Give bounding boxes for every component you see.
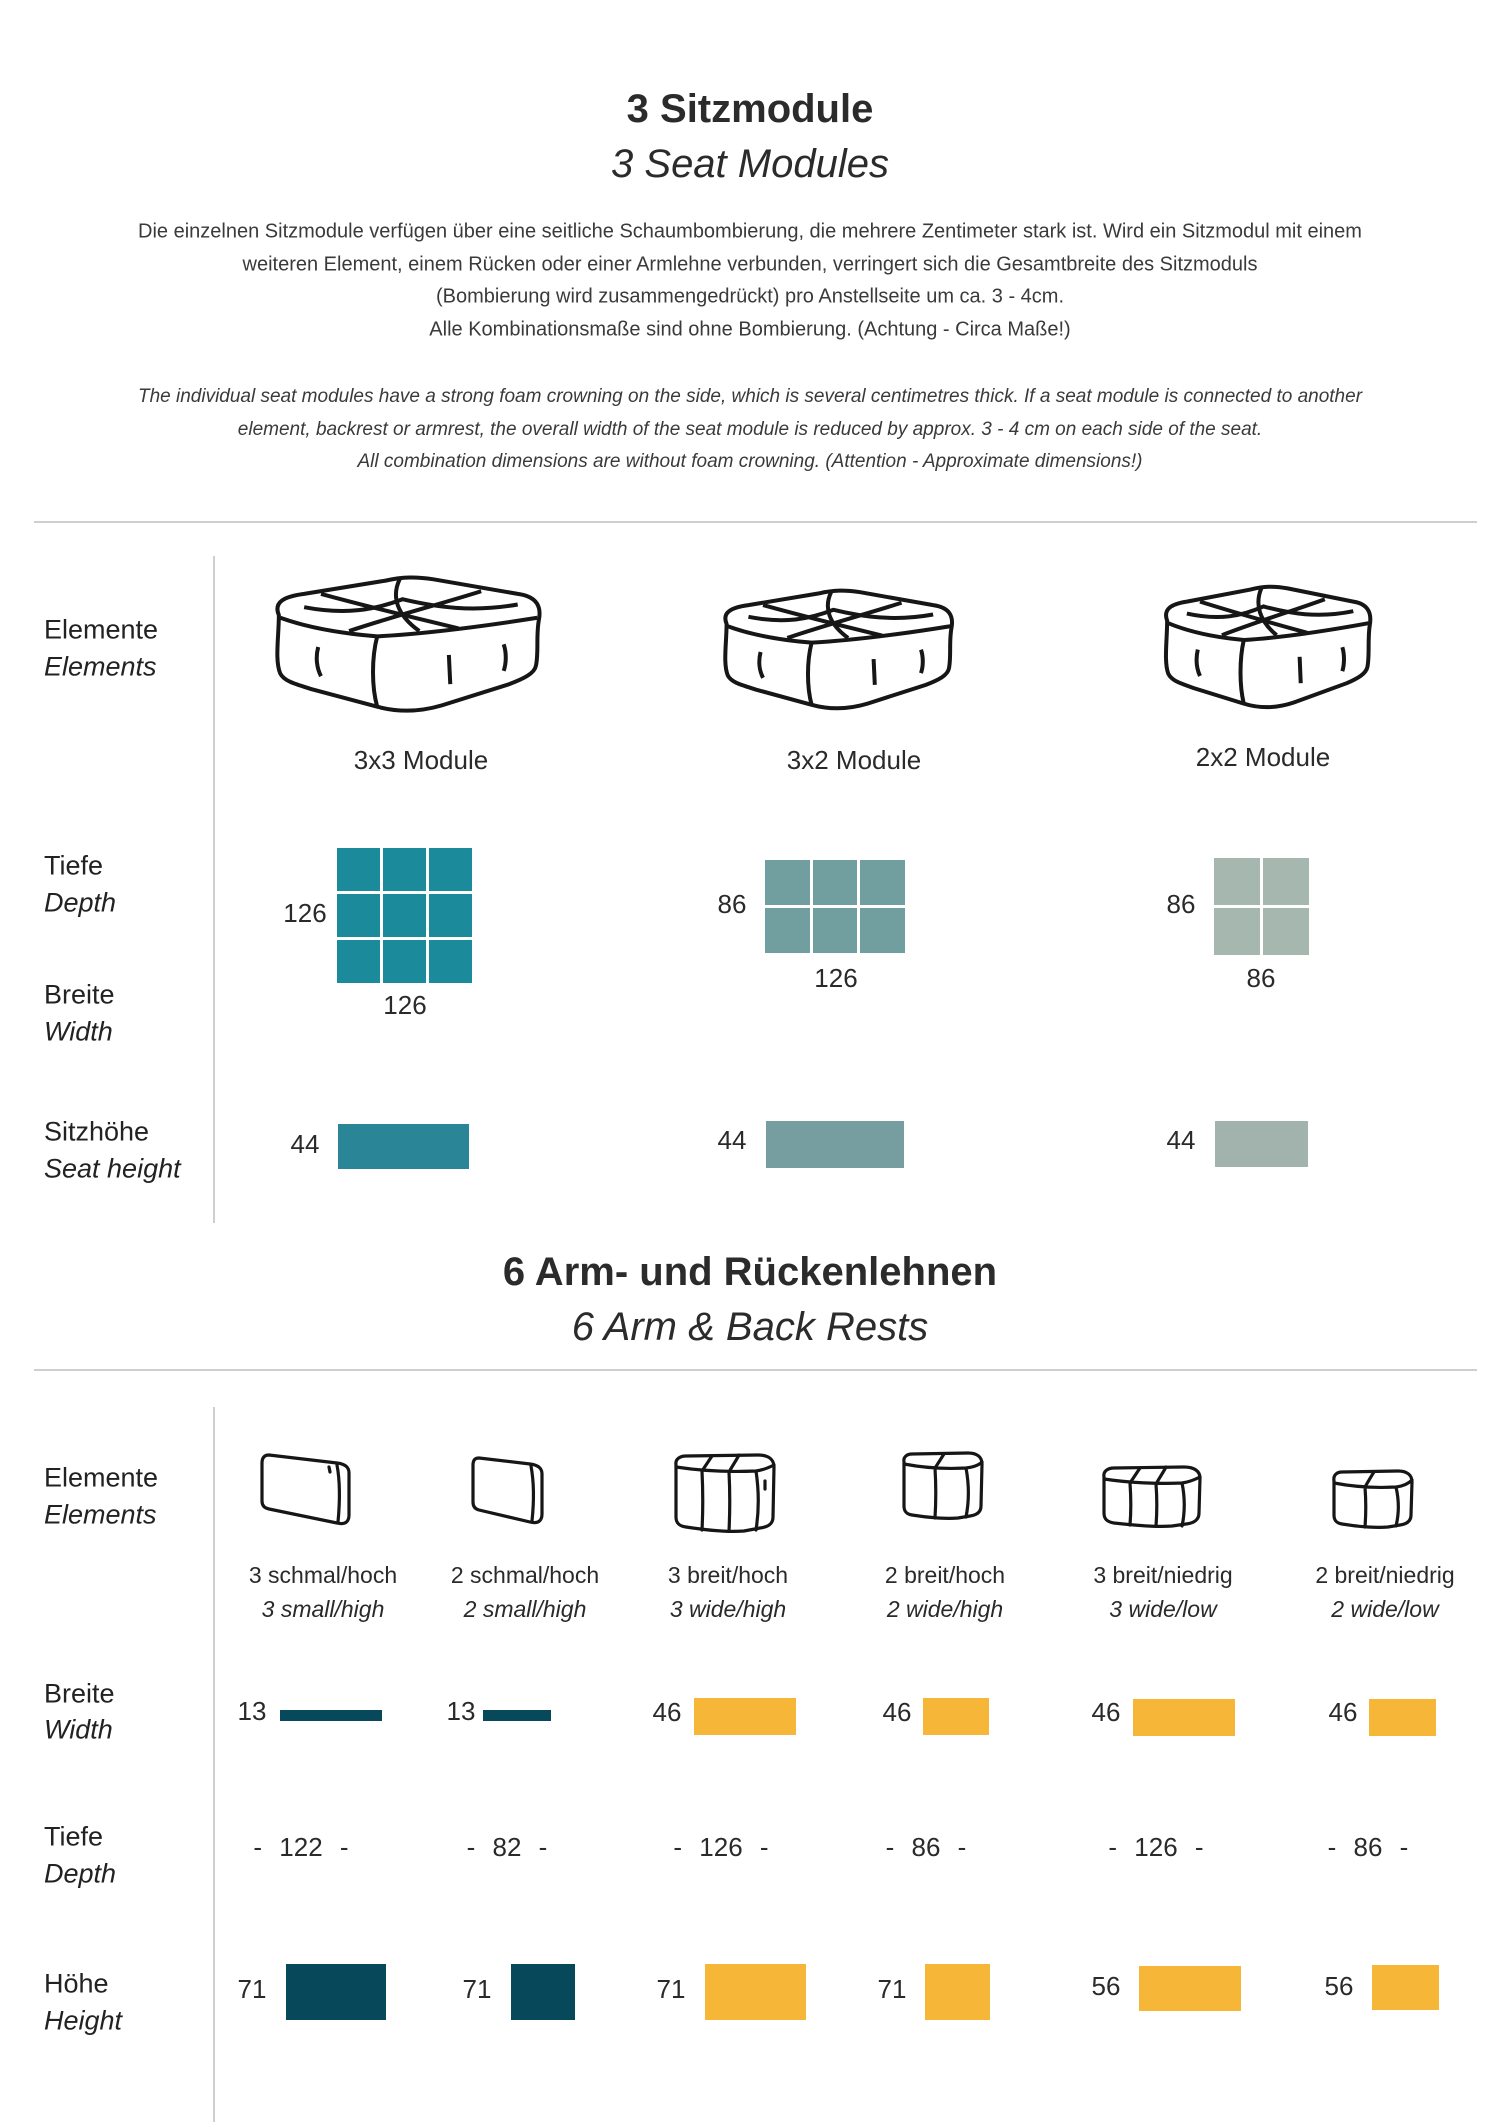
depth-value: - 86 - bbox=[885, 1832, 967, 1863]
height-value: 71 bbox=[237, 1974, 267, 2005]
row-label-depth: Tiefe bbox=[44, 850, 104, 881]
seat-height-value: 44 bbox=[717, 1125, 747, 1156]
grid-cell bbox=[337, 848, 380, 891]
grid-cell bbox=[860, 908, 905, 953]
width-value: 46 bbox=[652, 1697, 682, 1728]
height-value: 71 bbox=[656, 1974, 686, 2005]
width-bar bbox=[694, 1698, 796, 1735]
section-divider bbox=[34, 521, 1477, 523]
row-label-depth-en: Depth bbox=[44, 1858, 117, 1889]
backrest-2-wide-low-icon bbox=[1330, 1467, 1415, 1530]
row-label-depth-en: Depth bbox=[44, 887, 117, 918]
height-value: 56 bbox=[1091, 1971, 1121, 2002]
depth-value: - 86 - bbox=[1327, 1832, 1409, 1863]
depth-value: - 82 - bbox=[466, 1832, 548, 1863]
grid-cell bbox=[1214, 858, 1260, 905]
module-name: 2x2 Module bbox=[1195, 742, 1331, 773]
footprint-grid-2x2 bbox=[1214, 858, 1309, 955]
grid-cell bbox=[429, 894, 472, 937]
width-value: 126 bbox=[814, 963, 858, 994]
grid-cell bbox=[765, 908, 810, 953]
height-bar bbox=[705, 1964, 806, 2020]
width-bar bbox=[923, 1698, 989, 1735]
grid-cell bbox=[813, 908, 858, 953]
width-bar bbox=[280, 1710, 382, 1721]
width-value: 46 bbox=[1328, 1697, 1358, 1728]
seat-height-value: 44 bbox=[290, 1129, 320, 1160]
grid-cell bbox=[813, 860, 858, 905]
height-bar bbox=[925, 1964, 990, 2020]
backrest-3-small-high-icon bbox=[259, 1451, 352, 1527]
rest-name-en: 3 wide/high bbox=[669, 1595, 787, 1622]
rest-name: 2 breit/hoch bbox=[884, 1561, 1006, 1588]
description-de-line: Alle Kombinationsmaße sind ohne Bombierung. (Achtung - Circa Maße!) bbox=[429, 318, 1071, 341]
grid-cell bbox=[1214, 908, 1260, 955]
height-bar bbox=[1372, 1965, 1439, 2010]
seat-module-2x2-icon bbox=[1154, 580, 1373, 712]
grid-cell bbox=[383, 894, 426, 937]
rest-name-en: 2 wide/high bbox=[886, 1595, 1004, 1622]
height-bar bbox=[511, 1964, 575, 2020]
seat-modules-title: 3 Sitzmodule bbox=[626, 87, 874, 131]
description-en-line: All combination dimensions are without foam crowning. (Attention - Approximate dimensions!) bbox=[357, 451, 1143, 473]
rest-name: 3 breit/hoch bbox=[667, 1561, 789, 1588]
rest-name-en: 3 small/high bbox=[261, 1595, 385, 1622]
row-label-width: Breite bbox=[44, 1678, 115, 1709]
row-label-depth: Tiefe bbox=[44, 1821, 104, 1852]
height-value: 71 bbox=[462, 1974, 492, 2005]
description-en-line: The individual seat modules have a strong foam crowning on the side, which is several centimetres thick. If a seat module is connected to another bbox=[137, 386, 1363, 408]
width-value: 13 bbox=[446, 1696, 476, 1727]
width-value: 46 bbox=[882, 1697, 912, 1728]
rest-name: 2 breit/niedrig bbox=[1315, 1561, 1455, 1588]
module-name: 3x3 Module bbox=[353, 745, 489, 776]
row-label-elements: Elemente bbox=[44, 614, 159, 645]
backrest-2-small-high-icon bbox=[470, 1454, 545, 1525]
seat-module-3x3-icon bbox=[262, 570, 543, 716]
label-column-divider bbox=[213, 556, 215, 1223]
row-label-elements-en: Elements bbox=[44, 1499, 157, 1530]
depth-value: 86 bbox=[717, 889, 747, 920]
seat-module-3x2-icon bbox=[712, 584, 955, 713]
section-divider bbox=[34, 1369, 1477, 1371]
label-column-divider bbox=[213, 1407, 215, 2122]
grid-cell bbox=[337, 940, 380, 983]
depth-value: - 126 - bbox=[1108, 1832, 1204, 1863]
row-label-height-en: Height bbox=[44, 2005, 123, 2036]
backrest-3-wide-low-icon bbox=[1100, 1463, 1203, 1529]
description-en-line: element, backrest or armrest, the overall width of the seat module is reduced by approx. 3 - 4 cm on each side of the seat. bbox=[237, 419, 1263, 441]
row-label-width-en: Width bbox=[44, 1016, 113, 1047]
height-value: 56 bbox=[1324, 1971, 1354, 2002]
row-label-height: Höhe bbox=[44, 1968, 109, 1999]
grid-cell bbox=[1263, 908, 1309, 955]
seat-height-value: 44 bbox=[1166, 1125, 1196, 1156]
module-name: 3x2 Module bbox=[786, 745, 922, 776]
description-de-line: weiteren Element, einem Rücken oder einer Armlehne verbunden, verringert sich die Gesamtbreite des Sitzmoduls bbox=[242, 253, 1258, 276]
rests-title: 6 Arm- und Rückenlehnen bbox=[502, 1250, 998, 1294]
grid-cell bbox=[383, 940, 426, 983]
rest-name-en: 3 wide/low bbox=[1109, 1595, 1217, 1622]
grid-cell bbox=[383, 848, 426, 891]
row-label-width: Breite bbox=[44, 979, 115, 1010]
rests-subtitle: 6 Arm & Back Rests bbox=[571, 1305, 929, 1349]
row-label-width-en: Width bbox=[44, 1714, 113, 1745]
grid-cell bbox=[429, 940, 472, 983]
height-value: 71 bbox=[877, 1974, 907, 2005]
row-label-elements-en: Elements bbox=[44, 651, 157, 682]
depth-value: - 122 - bbox=[253, 1832, 349, 1863]
rest-name-en: 2 small/high bbox=[463, 1595, 587, 1622]
width-bar bbox=[1369, 1699, 1436, 1736]
width-value: 13 bbox=[237, 1696, 267, 1727]
height-bar bbox=[286, 1964, 386, 2020]
row-label-seat-height-en: Seat height bbox=[44, 1153, 181, 1184]
row-label-elements: Elemente bbox=[44, 1462, 159, 1493]
footprint-grid-3x2 bbox=[765, 860, 905, 953]
seat-modules-subtitle: 3 Seat Modules bbox=[611, 142, 889, 186]
width-bar bbox=[483, 1710, 551, 1721]
seat-height-bar bbox=[766, 1121, 904, 1168]
grid-cell bbox=[337, 894, 380, 937]
grid-cell bbox=[860, 860, 905, 905]
row-label-seat-height: Sitzhöhe bbox=[44, 1116, 150, 1147]
depth-value: - 126 - bbox=[673, 1832, 769, 1863]
description-de-line: (Bombierung wird zusammengedrückt) pro Anstellseite um ca. 3 - 4cm. bbox=[435, 285, 1065, 308]
depth-value: 86 bbox=[1166, 889, 1196, 920]
depth-value: 126 bbox=[283, 898, 327, 929]
rest-name: 3 breit/niedrig bbox=[1093, 1561, 1233, 1588]
description-de-line: Die einzelnen Sitzmodule verfügen über eine seitliche Schaumbombierung, die mehrere Zentimeter stark ist. Wird ein Sitzmodul mit einem bbox=[138, 220, 1362, 243]
width-value: 126 bbox=[383, 990, 427, 1021]
height-bar bbox=[1139, 1966, 1241, 2011]
grid-cell bbox=[1263, 858, 1309, 905]
rest-name: 3 schmal/hoch bbox=[248, 1561, 398, 1588]
backrest-3-wide-high-icon bbox=[672, 1451, 777, 1533]
rest-name-en: 2 wide/low bbox=[1331, 1595, 1439, 1622]
grid-cell bbox=[429, 848, 472, 891]
width-value: 46 bbox=[1091, 1697, 1121, 1728]
seat-height-bar bbox=[1215, 1121, 1308, 1167]
width-value: 86 bbox=[1246, 963, 1276, 994]
grid-cell bbox=[765, 860, 810, 905]
rest-name: 2 schmal/hoch bbox=[450, 1561, 600, 1588]
footprint-grid-3x3 bbox=[337, 848, 472, 983]
backrest-2-wide-high-icon bbox=[900, 1450, 985, 1520]
width-bar bbox=[1133, 1699, 1235, 1736]
seat-height-bar bbox=[338, 1124, 469, 1169]
